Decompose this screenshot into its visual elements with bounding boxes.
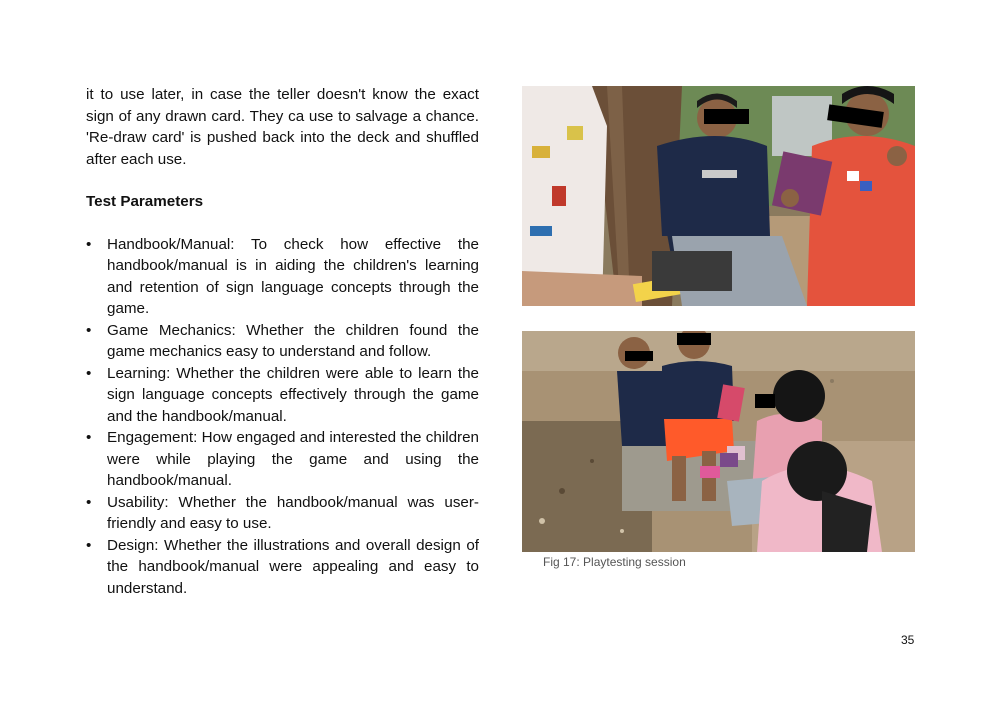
list-item-text: Learning: Whether the children were able to learn the sign language concepts effectively through the game and the handbook/manual. [107, 364, 479, 425]
figure-caption: Fig 17: Playtesting session [543, 555, 686, 569]
list-item [86, 320, 479, 363]
bullet-icon: • [86, 536, 92, 554]
list-item-text: Engagement: How engaged and interested the children were while playing the game and using the handbook/manual. [107, 429, 479, 489]
list-item [86, 363, 479, 428]
list-item [86, 535, 479, 600]
bullet-icon: • [86, 235, 92, 253]
list-item-text: Design: Whether the illustrations and overall design of the handbook/manual were appealing and easy to understand. [107, 536, 479, 597]
page-number: 35 [901, 633, 915, 647]
section-heading: Test Parameters [86, 193, 204, 210]
bullet-icon: • [86, 429, 92, 446]
list-item-text: Game Mechanics: Whether the children found the game mechanics easy to understand and follow. [107, 321, 479, 360]
list-item-text: Usability: Whether the handbook/manual was user-friendly and easy to use. [107, 493, 479, 532]
body-text-column [86, 84, 479, 599]
bullet-icon: • [86, 321, 92, 339]
bullet-icon: • [86, 493, 92, 511]
list-item [86, 427, 479, 492]
list-item-text: Handbook/Manual: To check how effective the handbook/manual is in aiding the children's learning and retention of sign language concepts through the game. [107, 235, 479, 317]
intro-paragraph: it to use later, in case the teller doesn't know the exact sign of any drawn card. They ca use to salvage a chance. 'Re-draw card' is pushed back into the deck and shuffled after each use. [86, 86, 479, 168]
playtest-photo-2 [522, 331, 915, 552]
list-item [86, 234, 479, 320]
list-item [86, 492, 479, 535]
test-parameters-list [86, 234, 479, 600]
playtest-photo-1 [522, 86, 915, 306]
bullet-icon: • [86, 364, 92, 382]
